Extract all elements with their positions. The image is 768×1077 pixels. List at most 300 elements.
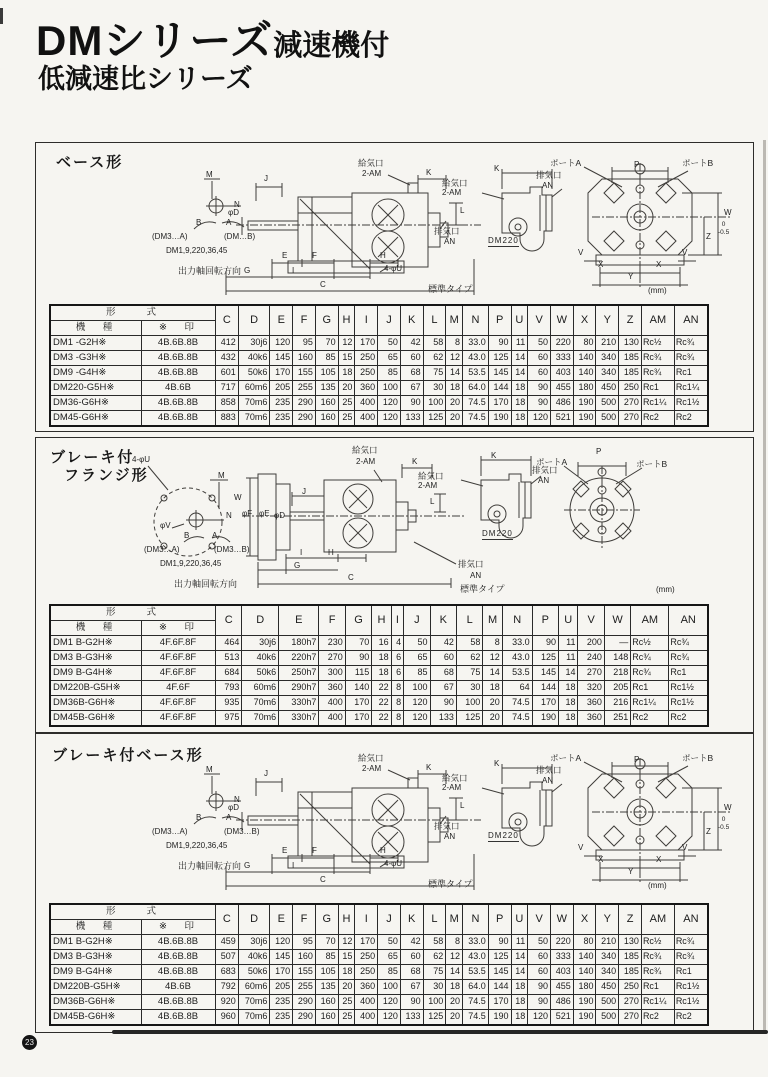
section-brake-flange xyxy=(35,437,754,733)
page-title-main: DMシリーズ xyxy=(36,17,274,64)
value-cell: 683 xyxy=(216,965,239,980)
rotation-note-a: (DM3…A) xyxy=(152,827,188,836)
value-cell: 403 xyxy=(551,366,574,381)
header-keishiki: 形 式 xyxy=(50,904,216,920)
col-header-k: K xyxy=(400,305,423,336)
value-cell: 235 xyxy=(270,1010,293,1026)
col-header-g: G xyxy=(315,904,338,935)
dim-label-x: X xyxy=(656,855,662,864)
value-cell: 403 xyxy=(551,965,574,980)
col-header-i: I xyxy=(355,305,378,336)
model-cell: DM220-G5H※ xyxy=(50,381,142,396)
col-header-am: AM xyxy=(641,904,674,935)
model-cell: DM9 B-G4H※ xyxy=(50,666,142,681)
dimension-table-base xyxy=(49,304,709,427)
dim-label-z: Z xyxy=(706,232,711,241)
dim-label-j: J xyxy=(302,487,306,496)
value-cell: 140 xyxy=(573,965,596,980)
value-cell: 360 xyxy=(355,980,378,995)
value-cell: 30 xyxy=(423,980,446,995)
value-cell: 145 xyxy=(488,366,511,381)
mark-cell: 4B.6B xyxy=(142,381,216,396)
rotation-note-b: (DM…B) xyxy=(224,232,256,241)
value-cell: Rc¾ xyxy=(674,351,708,366)
rotation-a-label: A xyxy=(226,218,232,227)
col-header-m: M xyxy=(483,605,502,636)
supply-port-size: 2-AM xyxy=(356,457,376,466)
value-cell: 432 xyxy=(216,351,239,366)
value-cell: 160 xyxy=(315,995,338,1010)
col-header-x: X xyxy=(573,305,596,336)
model-cell: DM1 B-G2H※ xyxy=(50,935,142,950)
col-header-f: F xyxy=(293,305,316,336)
value-cell: 20 xyxy=(338,980,355,995)
value-cell: 8 xyxy=(391,681,404,696)
value-cell: 18 xyxy=(559,711,578,727)
col-header-d: D xyxy=(242,605,279,636)
value-cell: 340 xyxy=(596,965,619,980)
col-header-n: N xyxy=(463,904,489,935)
dim-label-v: V xyxy=(682,248,688,257)
mini-supply-label: 給気口 xyxy=(442,773,468,783)
value-cell: 18 xyxy=(338,965,355,980)
mark-cell: 4B.6B.8B xyxy=(142,995,216,1010)
dim-label-h: H xyxy=(328,548,334,557)
value-cell: 125 xyxy=(488,950,511,965)
header-kishu: 機 種 xyxy=(50,621,142,636)
section-brake-base-title: ブレーキ付ベース形 xyxy=(52,747,204,764)
col-header-v: V xyxy=(578,605,604,636)
value-cell: Rc2 xyxy=(669,711,708,727)
dim-label-v: V xyxy=(578,843,584,852)
dim-label-j: J xyxy=(264,769,268,778)
rotation-note-b: (DM3…B) xyxy=(224,827,260,836)
value-cell: 15 xyxy=(338,950,355,965)
section-base-title: ベース形 xyxy=(56,154,124,171)
dim-label-m: M xyxy=(206,765,213,774)
value-cell: 18 xyxy=(511,411,528,427)
value-cell: Rc1¼ xyxy=(631,696,669,711)
value-cell: 50 xyxy=(378,336,401,351)
value-cell: 190 xyxy=(488,1010,511,1026)
dim-label-n: N xyxy=(234,795,240,804)
value-cell: 400 xyxy=(355,1010,378,1026)
value-cell: 290 xyxy=(293,995,316,1010)
value-cell: 90 xyxy=(528,980,551,995)
value-cell: Rc1½ xyxy=(674,995,708,1010)
value-cell: 170 xyxy=(355,336,378,351)
value-cell: 144 xyxy=(488,381,511,396)
dim-label-y: Y xyxy=(628,867,634,876)
value-cell: 50k6 xyxy=(238,965,270,980)
value-cell: 18 xyxy=(559,696,578,711)
col-header-p: P xyxy=(488,305,511,336)
value-cell: 33.0 xyxy=(463,336,489,351)
value-cell: 220h7 xyxy=(279,651,319,666)
mark-cell: 4B.6B.8B xyxy=(142,396,216,411)
value-cell: 190 xyxy=(532,711,558,727)
value-cell: 250 xyxy=(355,351,378,366)
value-cell: 500 xyxy=(596,411,619,427)
col-header-an: AN xyxy=(669,605,708,636)
value-cell: 133 xyxy=(430,711,456,727)
value-cell: 70m6 xyxy=(238,396,270,411)
dim-label-l: L xyxy=(460,801,465,810)
value-cell: Rc1 xyxy=(674,366,708,381)
value-cell: 70 xyxy=(315,336,338,351)
dim-label-e: E xyxy=(282,846,288,855)
value-cell: 333 xyxy=(551,351,574,366)
value-cell: 360 xyxy=(578,711,604,727)
dim-label-f: F xyxy=(312,251,317,260)
col-header-am: AM xyxy=(631,605,669,636)
value-cell: 14 xyxy=(559,666,578,681)
value-cell: 14 xyxy=(511,950,528,965)
dim-label-i: I xyxy=(292,861,295,870)
value-cell: 60 xyxy=(528,366,551,381)
dim-label-j: J xyxy=(264,174,268,183)
value-cell: 95 xyxy=(293,935,316,950)
value-cell: 180 xyxy=(573,980,596,995)
value-cell: 15 xyxy=(338,351,355,366)
value-cell: 90 xyxy=(400,396,423,411)
col-header-c: C xyxy=(216,305,239,336)
value-cell: Rc1¼ xyxy=(641,995,674,1010)
mini-exhaust-size: AN xyxy=(542,181,554,190)
value-cell: 140 xyxy=(345,681,371,696)
col-header-w: W xyxy=(604,605,630,636)
exhaust-port-label: 排気口 xyxy=(458,559,484,569)
model-cell: DM1 -G2H※ xyxy=(50,336,142,351)
col-header-z: Z xyxy=(619,305,642,336)
value-cell: 64 xyxy=(502,681,532,696)
value-cell: 148 xyxy=(604,651,630,666)
value-cell: 40k6 xyxy=(242,651,279,666)
value-cell: 120 xyxy=(378,411,401,427)
value-cell: 250 xyxy=(619,980,642,995)
value-cell: 60 xyxy=(430,651,456,666)
value-cell: 455 xyxy=(551,381,574,396)
dim-label-f: F xyxy=(312,846,317,855)
exhaust-port-size: AN xyxy=(444,832,456,841)
value-cell: 8 xyxy=(446,336,463,351)
model-cell: DM220B-G5H※ xyxy=(50,980,142,995)
value-cell: 255 xyxy=(293,980,316,995)
value-cell: 455 xyxy=(551,980,574,995)
scan-artifact-right-edge xyxy=(763,140,766,1032)
value-cell: 120 xyxy=(270,336,293,351)
table-row xyxy=(50,950,708,965)
value-cell: 50 xyxy=(528,935,551,950)
value-cell: 80 xyxy=(573,336,596,351)
value-cell: 160 xyxy=(315,411,338,427)
mark-cell: 4F.6F.8F xyxy=(142,651,216,666)
value-cell: 270 xyxy=(578,666,604,681)
base-diagram-art xyxy=(36,159,751,299)
rotation-models-note: DM1,9,220,36,45 xyxy=(166,841,228,850)
col-header-l: L xyxy=(456,605,482,636)
dim-label-l: L xyxy=(430,497,435,506)
scan-artifact-left xyxy=(0,8,3,24)
value-cell: 170 xyxy=(345,711,371,727)
value-cell: 464 xyxy=(216,636,242,651)
rotation-models-note: DM1,9,220,36,45 xyxy=(166,246,228,255)
table-row xyxy=(50,711,708,727)
dim-label-x: X xyxy=(598,260,604,269)
value-cell: 935 xyxy=(216,696,242,711)
table-row xyxy=(50,666,708,681)
section-base xyxy=(35,142,754,432)
value-cell: 240 xyxy=(578,651,604,666)
value-cell: 230 xyxy=(319,636,345,651)
value-cell: 90 xyxy=(528,396,551,411)
value-cell: 67 xyxy=(430,681,456,696)
value-cell: 40k6 xyxy=(238,351,270,366)
mark-cell: 4B.6B.8B xyxy=(142,411,216,427)
value-cell: 42 xyxy=(400,336,423,351)
mini-supply-label: 給気口 xyxy=(418,471,444,481)
value-cell: 400 xyxy=(319,711,345,727)
exhaust-port-label: 排気口 xyxy=(434,821,460,831)
value-cell: 74.5 xyxy=(463,995,489,1010)
port-b-label: ポートB xyxy=(682,158,714,168)
header-kishu: 機 種 xyxy=(50,920,142,935)
value-cell: 14 xyxy=(511,351,528,366)
value-cell: 90 xyxy=(430,696,456,711)
page-number-badge: 23 xyxy=(22,1035,37,1050)
value-cell: Rc1¼ xyxy=(674,381,708,396)
col-header-e: E xyxy=(270,305,293,336)
value-cell: 190 xyxy=(488,411,511,427)
table-row xyxy=(50,681,708,696)
col-header-z: Z xyxy=(619,904,642,935)
rotation-a-label: A xyxy=(226,813,232,822)
value-cell: 500 xyxy=(596,1010,619,1026)
value-cell: Rc½ xyxy=(631,636,669,651)
value-cell: 145 xyxy=(270,950,293,965)
header-keishiki: 形 式 xyxy=(50,605,216,621)
value-cell: 205 xyxy=(270,381,293,396)
mark-cell: 4B.6B.8B xyxy=(142,965,216,980)
col-header-an: AN xyxy=(674,904,708,935)
value-cell: 30j6 xyxy=(238,935,270,950)
value-cell: 200 xyxy=(578,636,604,651)
mini-model-caption: DM220 xyxy=(482,529,513,538)
col-header-f: F xyxy=(319,605,345,636)
exhaust-port-label: 排気口 xyxy=(434,226,460,236)
value-cell: 216 xyxy=(604,696,630,711)
value-cell: 74.5 xyxy=(463,396,489,411)
dim-label-c: C xyxy=(348,573,354,582)
value-cell: 85 xyxy=(404,666,430,681)
dim-label-w: W xyxy=(234,493,242,502)
value-cell: 120 xyxy=(528,1010,551,1026)
value-cell: 135 xyxy=(315,381,338,396)
value-cell: 60 xyxy=(528,351,551,366)
value-cell: 500 xyxy=(596,396,619,411)
value-cell: 14 xyxy=(511,366,528,381)
value-cell: 18 xyxy=(483,681,502,696)
value-cell: 400 xyxy=(355,995,378,1010)
value-cell: 100 xyxy=(456,696,482,711)
value-cell: 68 xyxy=(400,366,423,381)
value-cell: 290h7 xyxy=(279,681,319,696)
mark-cell: 4B.6B.8B xyxy=(142,336,216,351)
header-shirushi: ※ 印 xyxy=(142,920,216,935)
value-cell: 160 xyxy=(293,351,316,366)
port-a-label: ポートA xyxy=(550,753,582,763)
value-cell: 68 xyxy=(400,965,423,980)
header-kishu: 機 種 xyxy=(50,321,142,336)
value-cell: 717 xyxy=(216,381,239,396)
value-cell: 486 xyxy=(551,995,574,1010)
supply-port-size: 2-AM xyxy=(362,169,382,178)
dim-label-e: E xyxy=(282,251,288,260)
value-cell: 18 xyxy=(511,381,528,396)
value-cell: 270 xyxy=(319,651,345,666)
value-cell: Rc¾ xyxy=(631,666,669,681)
value-cell: 20 xyxy=(446,396,463,411)
value-cell: 100 xyxy=(404,681,430,696)
value-cell: 18 xyxy=(511,995,528,1010)
value-cell: 25 xyxy=(338,995,355,1010)
value-cell: 500 xyxy=(596,995,619,1010)
value-cell: 125 xyxy=(423,411,446,427)
dim-label-phi-e: φE xyxy=(259,509,270,518)
dim-label-u: 4-φU xyxy=(132,455,151,464)
value-cell: 160 xyxy=(293,950,316,965)
z-tolerance xyxy=(718,816,729,832)
value-cell: Rc¾ xyxy=(631,651,669,666)
mini-exhaust-size: AN xyxy=(538,476,550,485)
value-cell: 235 xyxy=(270,396,293,411)
value-cell: 65 xyxy=(404,651,430,666)
value-cell: 18 xyxy=(372,651,391,666)
dim-label-n: N xyxy=(234,200,240,209)
value-cell: 43.0 xyxy=(463,950,489,965)
dim-label-x: X xyxy=(598,855,604,864)
value-cell: 601 xyxy=(216,366,239,381)
dim-label-i: I xyxy=(292,266,295,275)
value-cell: 120 xyxy=(378,1010,401,1026)
value-cell: 64.0 xyxy=(463,381,489,396)
col-header-d: D xyxy=(238,904,270,935)
value-cell: Rc2 xyxy=(674,411,708,427)
model-cell: DM3 B-G3H※ xyxy=(50,950,142,965)
value-cell: 120 xyxy=(404,696,430,711)
table-row xyxy=(50,1010,708,1026)
value-cell: 25 xyxy=(338,411,355,427)
dim-label-n: N xyxy=(226,511,232,520)
value-cell: 20 xyxy=(446,411,463,427)
value-cell: 144 xyxy=(532,681,558,696)
value-cell: 920 xyxy=(216,995,239,1010)
value-cell: 100 xyxy=(423,995,446,1010)
value-cell: 235 xyxy=(270,411,293,427)
value-cell: 130 xyxy=(619,935,642,950)
dim-label-x: X xyxy=(656,260,662,269)
value-cell: 105 xyxy=(315,965,338,980)
value-cell: 74.5 xyxy=(502,711,532,727)
value-cell: 100 xyxy=(423,396,446,411)
value-cell: 290 xyxy=(293,1010,316,1026)
value-cell: 130 xyxy=(619,336,642,351)
value-cell: 250 xyxy=(355,950,378,965)
value-cell: 133 xyxy=(400,1010,423,1026)
col-header-u: U xyxy=(559,605,578,636)
supply-port-label: 給気口 xyxy=(358,158,384,168)
table-row xyxy=(50,396,708,411)
value-cell: 60 xyxy=(400,351,423,366)
mini-exhaust-label: 排気口 xyxy=(532,465,558,475)
dim-label-phi-d: φD xyxy=(228,208,239,217)
value-cell: 330h7 xyxy=(279,711,319,727)
z-tolerance-bottom: -0.5 xyxy=(718,228,730,236)
col-header-i: I xyxy=(355,904,378,935)
value-cell: 90 xyxy=(400,995,423,1010)
value-cell: 251 xyxy=(604,711,630,727)
dim-label-w: W xyxy=(724,208,732,217)
value-cell: Rc1 xyxy=(631,681,669,696)
value-cell: 220 xyxy=(551,935,574,950)
value-cell: 400 xyxy=(355,396,378,411)
dim-label-u: 4-φU xyxy=(384,264,403,273)
col-header-j: J xyxy=(404,605,430,636)
value-cell: 95 xyxy=(293,336,316,351)
table-row xyxy=(50,980,708,995)
value-cell: 250 xyxy=(355,965,378,980)
value-cell: 170 xyxy=(488,396,511,411)
col-header-v: V xyxy=(528,904,551,935)
port-a-label: ポートA xyxy=(536,457,568,467)
value-cell: 250h7 xyxy=(279,666,319,681)
value-cell: 60m6 xyxy=(238,980,270,995)
model-cell: DM36-G6H※ xyxy=(50,396,142,411)
value-cell: 30 xyxy=(456,681,482,696)
value-cell: 12 xyxy=(338,336,355,351)
dim-label-h: H xyxy=(380,251,386,260)
port-a-label: ポートA xyxy=(550,158,582,168)
value-cell: 155 xyxy=(293,965,316,980)
value-cell: 100 xyxy=(378,980,401,995)
value-cell: 133 xyxy=(400,411,423,427)
mark-cell: 4F.6F.8F xyxy=(142,666,216,681)
dim-label-p: P xyxy=(634,755,640,764)
rotation-caption: 出力軸回転方向 xyxy=(174,579,238,589)
mini-dim-label-k: K xyxy=(494,759,500,768)
value-cell: 145 xyxy=(270,351,293,366)
value-cell: 883 xyxy=(216,411,239,427)
value-cell: 6 xyxy=(391,666,404,681)
value-cell: 360 xyxy=(355,381,378,396)
value-cell: Rc¾ xyxy=(669,636,708,651)
value-cell: 53.5 xyxy=(463,965,489,980)
col-header-w: W xyxy=(551,305,574,336)
value-cell: 250 xyxy=(355,366,378,381)
units-label: (mm) xyxy=(648,881,667,890)
mark-cell: 4B.6B.8B xyxy=(142,351,216,366)
value-cell: Rc¾ xyxy=(641,366,674,381)
col-header-p: P xyxy=(532,605,558,636)
value-cell: 507 xyxy=(216,950,239,965)
col-header-k: K xyxy=(430,605,456,636)
model-cell: DM3 -G3H※ xyxy=(50,351,142,366)
value-cell: 90 xyxy=(488,336,511,351)
col-header-h: H xyxy=(338,305,355,336)
rotation-models-note: DM1,9,220,36,45 xyxy=(160,559,222,568)
mini-exhaust-size: AN xyxy=(542,776,554,785)
value-cell: 12 xyxy=(446,351,463,366)
